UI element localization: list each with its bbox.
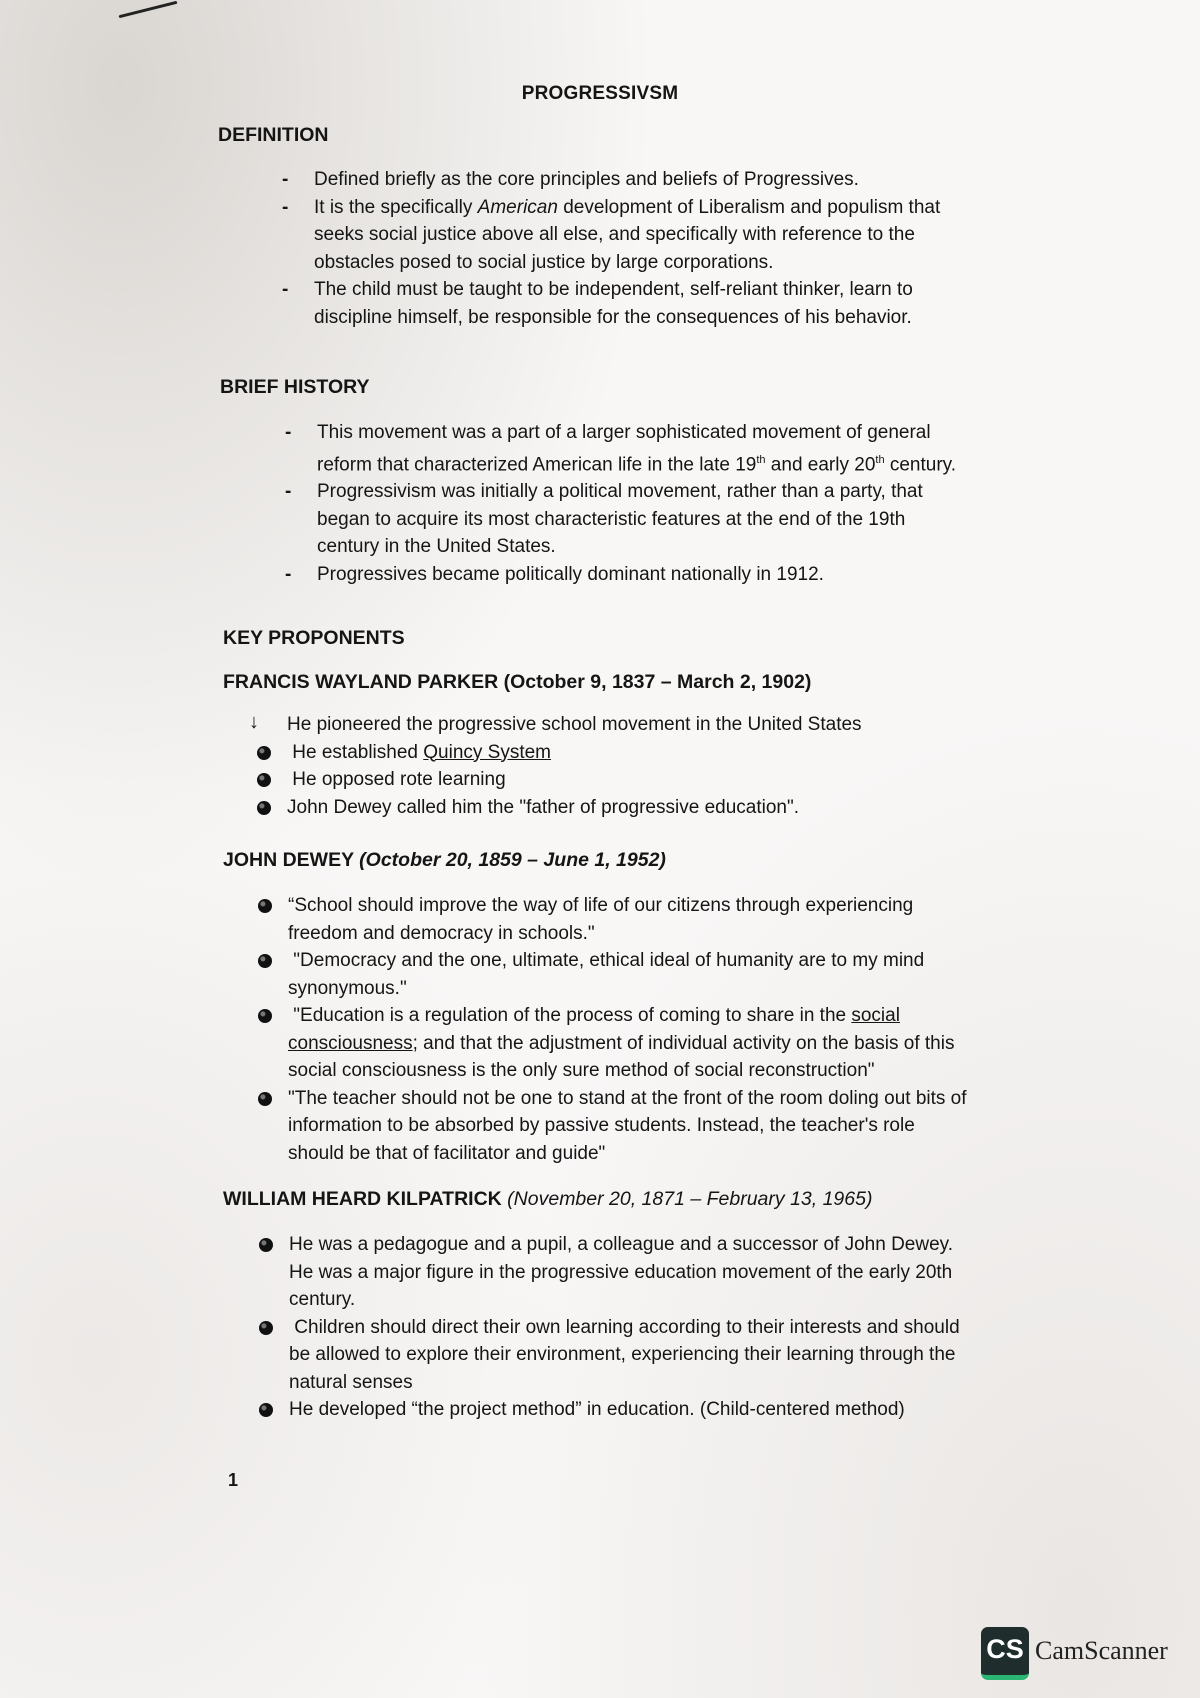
camscanner-logo-icon: CS <box>981 1627 1029 1680</box>
list-item: - Defined briefly as the core principles and beliefs of Progressives. <box>282 169 859 190</box>
history-list <box>285 419 1097 588</box>
bullet-icon <box>258 1009 272 1023</box>
camscanner-watermark: CamScanner <box>1035 1636 1168 1665</box>
parker-heading: FRANCIS WAYLAND PARKER (October 9, 1837 – March 2, 1902) <box>223 671 812 693</box>
list-item: "Education is a regulation of the process of coming to share in the social consciousness; and that the adjustment of individual activity on the basis of this social consciousness is the only sure method of social reconstruction" <box>288 1002 1068 1085</box>
list-item: Children should direct their own learning according to their interests and should be allowed to explore their environment, experiencing their learning through the natural senses <box>289 1314 1069 1397</box>
bullet-icon <box>259 1321 273 1335</box>
bullet-icon <box>258 899 272 913</box>
list-item: - It is the specifically American development of Liberalism and populism that seeks social justice above all else, and specifically with reference to the obstacles posed to social justice by large corporations. <box>282 196 941 273</box>
list-item: He developed “the project method” in education. (Child-centered method) <box>289 1396 1069 1424</box>
list-item: He established Quincy System <box>287 739 1007 767</box>
proponents-heading: KEY PROPONENTS <box>223 627 405 649</box>
bullet-icon <box>258 954 272 968</box>
page-number: 1 <box>228 1470 239 1490</box>
list-item: - The child must be taught to be independent, self-reliant thinker, learn to discipline himself, be responsible for the consequences of his behavior. <box>282 279 913 328</box>
list-item: “School should improve the way of life of our citizens through experiencing freedom and democracy in schools." <box>288 892 1068 947</box>
bullet-icon <box>257 773 271 787</box>
list-item: He was a pedagogue and a pupil, a colleague and a successor of John Dewey. He was a major figure in the progressive education movement of the early 20th century. <box>289 1231 1069 1314</box>
list-item: - Progressives became politically dominant nationally in 1912. <box>285 563 824 585</box>
bullet-icon <box>257 801 271 815</box>
list-item: - This movement was a part of a larger sophisticated movement of general reform that characterized American life in the late 19th and early 20th century. <box>285 422 957 475</box>
definition-list <box>282 166 1074 331</box>
bullet-icon <box>257 746 271 760</box>
bullet-icon <box>259 1238 273 1252</box>
quincy-system-link: Quincy System <box>423 741 552 763</box>
arrow-down-icon: ↓ <box>249 711 259 733</box>
kilpatrick-heading: WILLIAM HEARD KILPATRICK (November 20, 1871 – February 13, 1965) <box>223 1188 873 1210</box>
bullet-icon <box>258 1092 272 1106</box>
document-title: PROGRESSIVSM <box>521 83 679 104</box>
list-item: "The teacher should not be one to stand at the front of the room doling out bits of information to be absorbed by passive students. Instead, the teacher's role should be that of facilitator and guide" <box>288 1085 1068 1168</box>
list-item: ↓ He pioneered the progressive school movement in the United States <box>249 711 862 735</box>
parker-list <box>249 711 1007 821</box>
list-item: John Dewey called him the "father of progressive education". <box>287 794 1007 822</box>
pen-mark <box>119 1 178 18</box>
dewey-heading: JOHN DEWEY (October 20, 1859 – June 1, 1952) <box>223 849 666 871</box>
kilpatrick-list <box>289 1231 1069 1424</box>
list-item: He opposed rote learning <box>287 766 1007 794</box>
definition-heading: DEFINITION <box>218 124 329 146</box>
dewey-list <box>288 892 1068 1167</box>
list-item: "Democracy and the one, ultimate, ethical ideal of humanity are to my mind synonymous." <box>288 947 1068 1002</box>
bullet-icon <box>259 1403 273 1417</box>
list-item: - Progressivism was initially a political movement, rather than a party, that began to acquire its most characteristic features at the end of the 19th century in the United States. <box>285 481 923 558</box>
history-heading: BRIEF HISTORY <box>220 376 370 398</box>
